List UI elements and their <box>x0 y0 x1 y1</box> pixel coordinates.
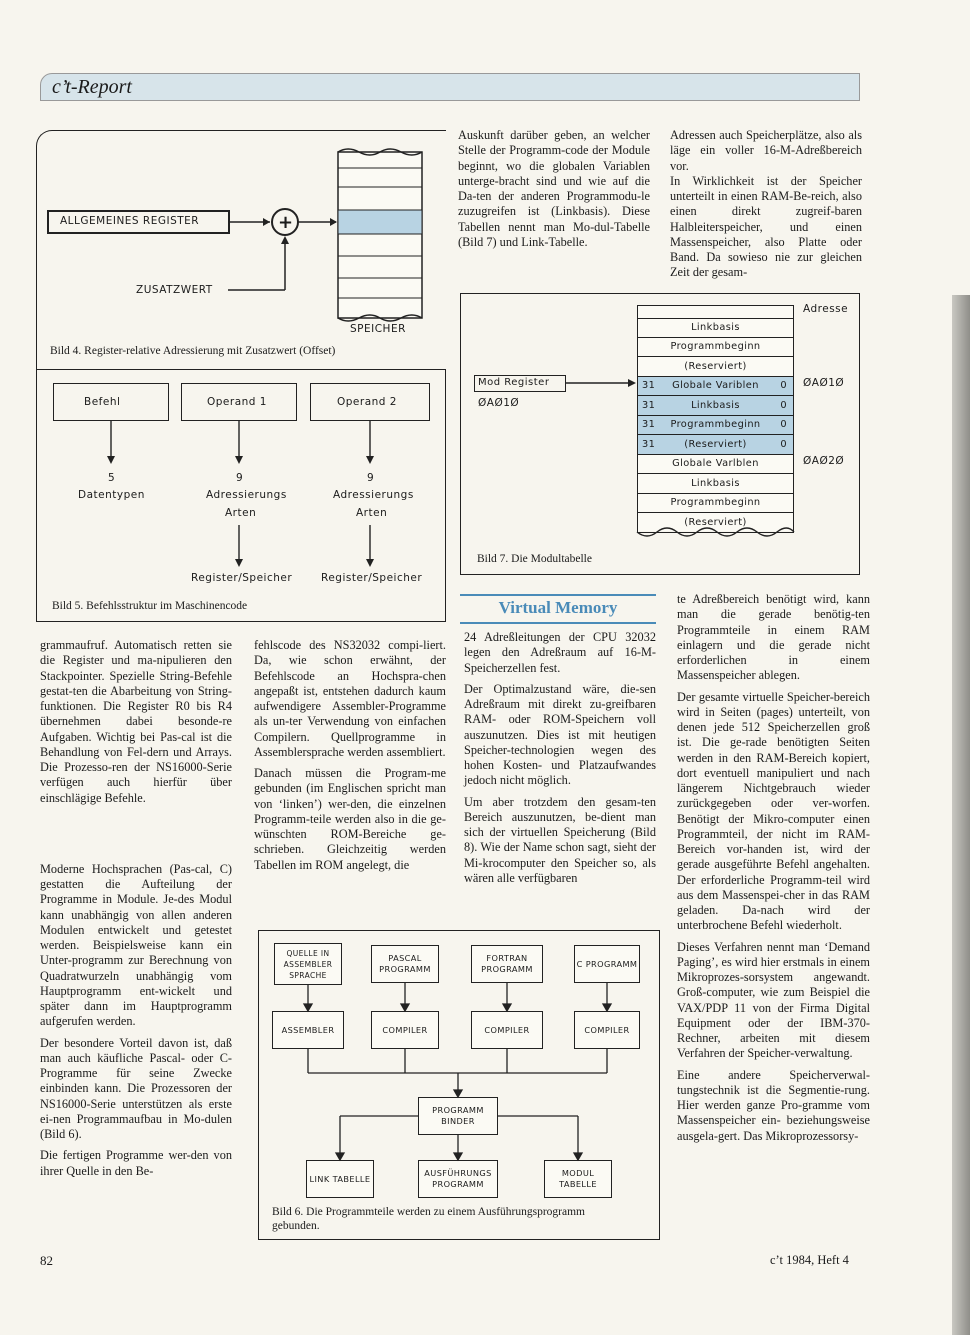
col1-para-c: Der besondere Vorteil davon ist, daß man auch käufliche Pascal- oder C-Programme für seine Zwecke einbinden kann. Die Prozessoren der NS16000-Serie unterstützen als erste ei-nen Programmaufbau in Mo-dulen (Bild 6). <box>40 1035 232 1141</box>
fig4-caption: Bild 4. Register-relative Adressierung mit Zusatzwert (Offset) <box>50 345 336 357</box>
fig5-caption: Bild 5. Befehlsstruktur im Maschinencode <box>52 600 248 612</box>
fig7-row-label: Programmbeginn <box>670 419 761 431</box>
fig7-addr-2: ØAØ2Ø <box>803 455 845 467</box>
fig7-row-bit-right: 0 <box>780 380 787 392</box>
fig5-count-1: 9 <box>236 472 244 484</box>
section-virtual-memory: Virtual Memory <box>498 598 618 617</box>
col1-para-a: grammaufruf. Automatisch retten sie die Register und ma-nipulieren den Stackpointer. Spezielle String-Befehle gestat-ten die Abarbeitung von String-funktionen. Die Register R0 bis R4 übernehmen dabei besonde-re Aufgaben. Wichtig bei Pas-cal ist die Behandlung von Fel-dern und Arrays. Die Prozesso-ren der NS16000-Serie verfügen auch hierfür über einschlägige Befehle. <box>40 638 232 805</box>
col1-para-d: Die fertigen Programme wer-den von ihrer Quelle in den Be- <box>40 1148 232 1178</box>
fig5-box-label-0: Befehl <box>84 396 121 408</box>
fig5-target-1: Register/Speicher <box>321 572 423 584</box>
col4-para-c: Der gesamte virtuelle Speicher-bereich wird in Seiten (pages) unterteilt, von denen jede 512 Speicherzellen groß ist. Die ge-rade benötigten Seiten werden in den RAM-Bereich kopiert, dort eventuell manipuliert und nach längerem Nichtgebrauch wieder zurückgegeben oder ver-worfen. Benötigt der Mikro-computer einen Programmteil, der nicht im RAM-Bereich vor-handen ist, wird der gerade ausgeführte Befehl angehalten. Der erforderliche Programm-teil wird aus dem Massenspei-cher in das RAM geladen. Da-nach wird der unterbrochene Befehl wiederholt. <box>677 689 870 933</box>
fig7-row-label: (Reserviert) <box>684 516 747 528</box>
fig5-line1-1: Adressierungs <box>206 489 287 501</box>
fig4-offset-label: ZUSATZWERT <box>136 284 213 296</box>
fig7-row-bit-left: 31 <box>642 380 656 392</box>
fig6-binder: PROGRAMM BINDER <box>418 1097 498 1135</box>
fig5-target-0: Register/Speicher <box>191 572 293 584</box>
col3-para-b: 24 Adreßleitungen der CPU 32032 legen den Adreßraum auf 16-M-Speicherzellen fest. <box>464 630 656 675</box>
fig6-translator-2: COMPILER <box>471 1011 543 1049</box>
col4-text-a: Adressen auch Speicherplätze, also als läge ein voller 16-M-Adreßbereich vor. In Wirklichkeit ist der Speicher unterteilt in einen RAM-Be-reich, also einen direkt zugreif-baren Halbleiterspeicher, und einen Massenspeicher, also Platte oder Band. Da sowieso nie zur gleichen Zeit der gesam- <box>670 128 862 280</box>
header-title: c’t-Report <box>52 76 132 98</box>
col4-para-d: Dieses Verfahren nennt man ‘Demand Paging’, es wird hier erstmals in einem Mikroprozes-sorsystem angewandt. Groß-computer, wie zum Beispiel die VAX/PDP 11 von der Firma Digital Equipment oder der IBM-370-Rechner, arbeiten mit diesem Verfahren der Speicher-verwaltung. <box>677 939 870 1061</box>
col3-para-c: Der Optimalzustand wäre, die-sen Adreßraum mit direkt zu-greifbaren RAM- oder ROM-Speichern voll auszunutzen. Dies ist mit heutigen Speicher-technologien wegen des hohen Kosten- und Platzaufwandes jedoch nicht möglich. <box>464 681 656 788</box>
fig4-register-label: ALLGEMEINES REGISTER <box>60 215 200 227</box>
fig6-caption-line2: gebunden. <box>272 1220 320 1232</box>
fig7-row-bit-left: 31 <box>642 399 656 411</box>
fig5-line1-2: Adressierungs <box>333 489 414 501</box>
fig7-addr-1: ØAØ1Ø <box>803 377 845 389</box>
col4-text <box>677 592 870 1150</box>
fig5-count-0: 5 <box>108 472 116 484</box>
fig7-mod-register: Mod Register <box>478 377 550 388</box>
fig7-row-bit-left: 31 <box>642 438 656 450</box>
fig7-row-label: Programmbeginn <box>670 341 761 353</box>
fig7-row-label: Linkbasis <box>691 477 740 489</box>
fig5-line2-1: Arten <box>225 507 257 519</box>
fig7-row-label: Linkbasis <box>691 399 740 411</box>
fig4-plus: + <box>278 212 294 233</box>
page-edge <box>952 295 970 1335</box>
fig6-output-1: AUSFÜHRUNGS PROGRAMM <box>418 1160 498 1198</box>
col4-para-b: te Adreßbereich benötigt wird, kann man die gerade benötig-ten Programmteile in einem RAM einlagern und die gerade nicht erforderlichen in einem Massenspeicher ablegen. <box>677 592 870 683</box>
fig6-translator-3: COMPILER <box>574 1011 640 1049</box>
fig7-caption: Bild 7. Die Modultabelle <box>477 553 592 565</box>
fig5-line2-2: Arten <box>356 507 388 519</box>
fig7-row-label: Programmbeginn <box>670 497 761 509</box>
fig5-count-2: 9 <box>367 472 375 484</box>
footer-page-number: 82 <box>40 1253 53 1268</box>
fig6-translator-0: ASSEMBLER <box>272 1011 344 1049</box>
col4-para-e: Eine andere Speicherverwal-tungstechnik ist die Segmentie-rung. Hier werden ganze Pro-gramme vom Massenspeicher ein- beziehungsweise ausgela-gert. Das Mikroprozessorsy- <box>677 1067 870 1143</box>
footer-issue: c’t 1984, Heft 4 <box>770 1253 849 1267</box>
fig7-header: Adresse <box>803 303 849 315</box>
fig7-row-label: Globale Variblen <box>672 380 759 392</box>
fig7-row-bit-right: 0 <box>780 438 787 450</box>
fig4-memory-label: SPEICHER <box>350 323 406 335</box>
fig7-mod-value: ØAØ1Ø <box>478 397 520 409</box>
fig7-row-label: (Reserviert) <box>684 438 747 450</box>
col1-para-b: Moderne Hochsprachen (Pas-cal, C) gestatten die Aufteilung der Programme in Module. Je-des Modul kann unabhängig von allen anderen Modulen entwickelt und getestet werden. Beispielsweise kann ein Unter-programm zur Berechnung von Quadratwurzeln unabhängig vom Hauptprogramm ent-wickelt und später dann im Hauptprogramm aufgerufen werden. <box>40 861 232 1029</box>
fig5-box-label-1: Operand 1 <box>207 396 267 408</box>
fig6-source-1: PASCAL PROGRAMM <box>371 945 439 983</box>
fig6-caption-line1: Bild 6. Die Programmteile werden zu einem Ausführungsprogramm <box>272 1206 585 1218</box>
fig7-row-label: Linkbasis <box>691 322 740 334</box>
fig5-box-label-2: Operand 2 <box>337 396 397 408</box>
fig6-source-0: QUELLE IN ASSEMBLER SPRACHE <box>274 943 342 985</box>
fig7-row-label: (Reserviert) <box>684 360 747 372</box>
fig7-row-label: Globale Varlblen <box>672 458 759 470</box>
fig6-output-2: MODUL TABELLE <box>544 1160 612 1198</box>
fig7-row-bit-right: 0 <box>780 419 787 431</box>
col3-para-d: Um aber trotzdem den gesam-ten Bereich auszunutzen, be-dient man sich der virtuellen Speicherung (Bild 8). Wie der Name schon sagt, sieht der Mi-krocomputer den Speicher so, als wären alle verfügbaren <box>464 794 656 885</box>
fig6-output-0: LINK TABELLE <box>306 1160 374 1198</box>
fig5-line1-0: Datentypen <box>78 489 145 501</box>
col3-text-a: Auskunft darüber geben, an welcher Stelle der Programm-code der Module beginnt, wo die globalen Variablen unterge-bracht sind und wie auf die Da-ten der anderen Programmodu-le zuzugreifen ist (Linkbasis). Diese Tabellen nennt man Mo-dul-Tabelle (Bild 7) und Link-Tabelle. <box>458 128 650 249</box>
col2-para-a: fehlscode des NS32032 compi-liert. Da, wie schon erwähnt, der Befehlscode an Hochspra-chen angepaßt ist, entstehen dadurch kaum aufwendigere Assembler-Programme als un-ter Verwendung von einfachen Compilern. Quellprogramme in Assemblersprache werden assembliert. <box>254 638 446 759</box>
fig6-source-2: FORTRAN PROGRAMM <box>471 945 543 983</box>
col2-para-b: Danach müssen die Program-me gebunden (im Englischen spricht man von ‘linken’) wer-den, die einzelnen Programm-teile werden also in die ge-wünschten ROM-Bereiche ge-schrieben. Gleichzeitig werden Tabellen im ROM angelegt, die <box>254 766 446 872</box>
fig6-source-3: C PROGRAMM <box>574 945 640 983</box>
fig6-translator-1: COMPILER <box>371 1011 439 1049</box>
fig7-row-bit-left: 31 <box>642 419 656 431</box>
fig7-row-bit-right: 0 <box>780 399 787 411</box>
